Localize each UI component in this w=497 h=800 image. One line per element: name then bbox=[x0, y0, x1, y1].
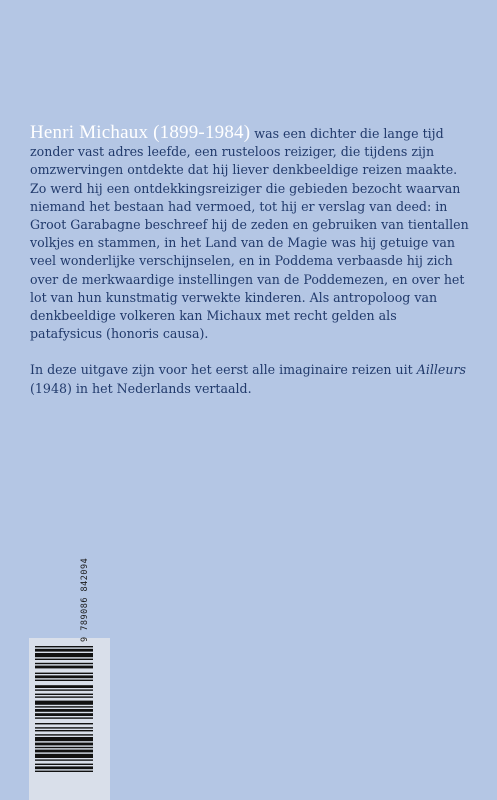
back-cover-blurb bbox=[30, 124, 470, 416]
barcode-bar bbox=[35, 709, 93, 712]
barcode-bar bbox=[35, 750, 93, 753]
book-title: Ailleurs bbox=[416, 362, 466, 378]
barcode-bar bbox=[35, 743, 93, 746]
barcode-bar bbox=[35, 646, 93, 647]
barcode-bar bbox=[35, 759, 93, 760]
barcode-bar bbox=[35, 737, 93, 741]
barcode-bar bbox=[35, 696, 93, 697]
barcode-bar bbox=[35, 734, 93, 735]
barcode-bar bbox=[35, 653, 93, 657]
barcode-bar bbox=[35, 713, 93, 716]
barcode bbox=[29, 638, 110, 800]
barcode-bar bbox=[35, 727, 93, 728]
blurb-paragraph-2-lead: In deze uitgave zijn voor het eerst alle imaginaire reizen uit bbox=[30, 362, 413, 378]
barcode-bar bbox=[35, 666, 93, 669]
barcode-bar bbox=[35, 764, 93, 765]
blurb-paragraph-1-text: was een dichter die lange tijd zonder vast adres leefde, een rusteloos reiziger, die tijdens zijn omzwervingen ontdekte dat hij liever denkbeeldige reizen maakte. Zo werd hij een ontdekkingsreiziger die gebieden bezocht waarvan niemand het bestaan had vermoed, tot hij er verslag van deed: in Groot Garabagne beschreef hij de zeden en gebruiken van tientallen volkjes en stammen, in het Land van de Magie was hij getuige van veel wonderlijke verschijnselen, en in Poddema verbaasde hij zich over de merkwaardige instellingen van de Poddemezen, en over het lot van hun kunstmatig verwekte kinderen. Als antropoloog van denkbeeldige volkeren kan Michaux met recht gelden als patafysicus (honoris causa). bbox=[30, 126, 469, 342]
blurb-paragraph-2 bbox=[30, 361, 470, 397]
barcode-bar bbox=[35, 730, 93, 731]
barcode-bar bbox=[35, 659, 93, 660]
blurb-paragraph-2-rest: (1948) in het Nederlands vertaald. bbox=[30, 380, 252, 396]
barcode-bar bbox=[35, 663, 93, 664]
author-name: Henri Michaux (1899-1984) bbox=[30, 122, 251, 143]
barcode-bars bbox=[29, 638, 95, 800]
barcode-bar bbox=[35, 754, 93, 758]
blurb-paragraph-1 bbox=[30, 124, 470, 343]
barcode-bar bbox=[35, 766, 93, 769]
barcode-bar bbox=[35, 747, 93, 748]
barcode-bar bbox=[35, 771, 93, 772]
barcode-bar bbox=[35, 685, 93, 688]
barcode-bar bbox=[35, 675, 93, 678]
barcode-bar bbox=[35, 717, 93, 718]
barcode-bar bbox=[35, 673, 93, 674]
barcode-bar bbox=[35, 649, 93, 652]
barcode-bar bbox=[35, 723, 93, 724]
barcode-bar bbox=[35, 701, 93, 705]
barcode-bar bbox=[35, 680, 93, 681]
barcode-bar bbox=[35, 706, 93, 707]
barcode-bar bbox=[35, 694, 93, 695]
barcode-number: 9 789086 842094 bbox=[80, 557, 90, 642]
barcode-bar bbox=[35, 689, 93, 690]
